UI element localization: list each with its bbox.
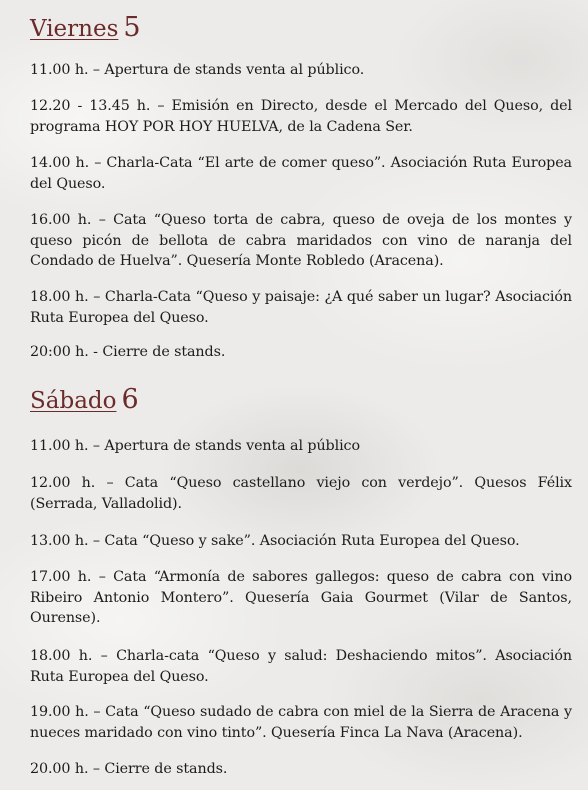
event-item: 20.00 h. – Cierre de stands. xyxy=(30,761,228,777)
event-item: 19.00 h. – Cata “Queso sudado de cabra con miel de la Sierra de Aracena y nueces maridado con vino tinto”. Quesería Finca La Nava (Aracena). xyxy=(30,704,572,741)
event-item: 11.00 h. – Apertura de stands venta al público. xyxy=(30,62,365,78)
event-item: 18.00 h. – Charla-Cata “Queso y paisaje: ¿A qué saber un lugar? Asociación Ruta Europea del Queso. xyxy=(30,289,572,326)
event-item: 20:00 h. - Cierre de stands. xyxy=(30,344,226,360)
event-item: 11.00 h. – Apertura de stands venta al público xyxy=(30,438,360,454)
day-name: Sábado xyxy=(30,388,117,414)
event-item: 12.20 - 13.45 h. – Emisión en Directo, desde el Mercado del Queso, del programa HOY POR HOY HUELVA, de la Cadena Ser. xyxy=(30,98,572,135)
event-item: 17.00 h. – Cata “Armonía de sabores gallegos: queso de cabra con vino Ribeiro Antonio Montero”. Quesería Gaia Gourmet (Vilar de Santos, Ourense). xyxy=(30,569,572,626)
day-number: 6 xyxy=(121,384,139,415)
event-item: 16.00 h. – Cata “Queso torta de cabra, queso de oveja de los montes y queso picón de bellota de cabra maridados con vino de naranja del Condado de Huelva”. Quesería Monte Robledo (Aracena). xyxy=(30,212,572,269)
event-item: 12.00 h. – Cata “Queso castellano viejo con verdejo”. Quesos Félix (Serrada, Valladolid). xyxy=(30,475,572,512)
day-number: 5 xyxy=(123,12,141,43)
event-item: 14.00 h. – Charla-Cata “El arte de comer queso”. Asociación Ruta Europea del Queso. xyxy=(30,155,572,192)
day-heading-viernes xyxy=(30,14,141,43)
day-heading-sabado xyxy=(30,386,139,415)
day-name: Viernes xyxy=(30,16,119,42)
event-item: 18.00 h. – Charla-cata “Queso y salud: Deshaciendo mitos”. Asociación Ruta Europea del Queso. xyxy=(30,648,572,685)
event-item: 13.00 h. – Cata “Queso y sake”. Asociación Ruta Europea del Queso. xyxy=(30,533,520,549)
